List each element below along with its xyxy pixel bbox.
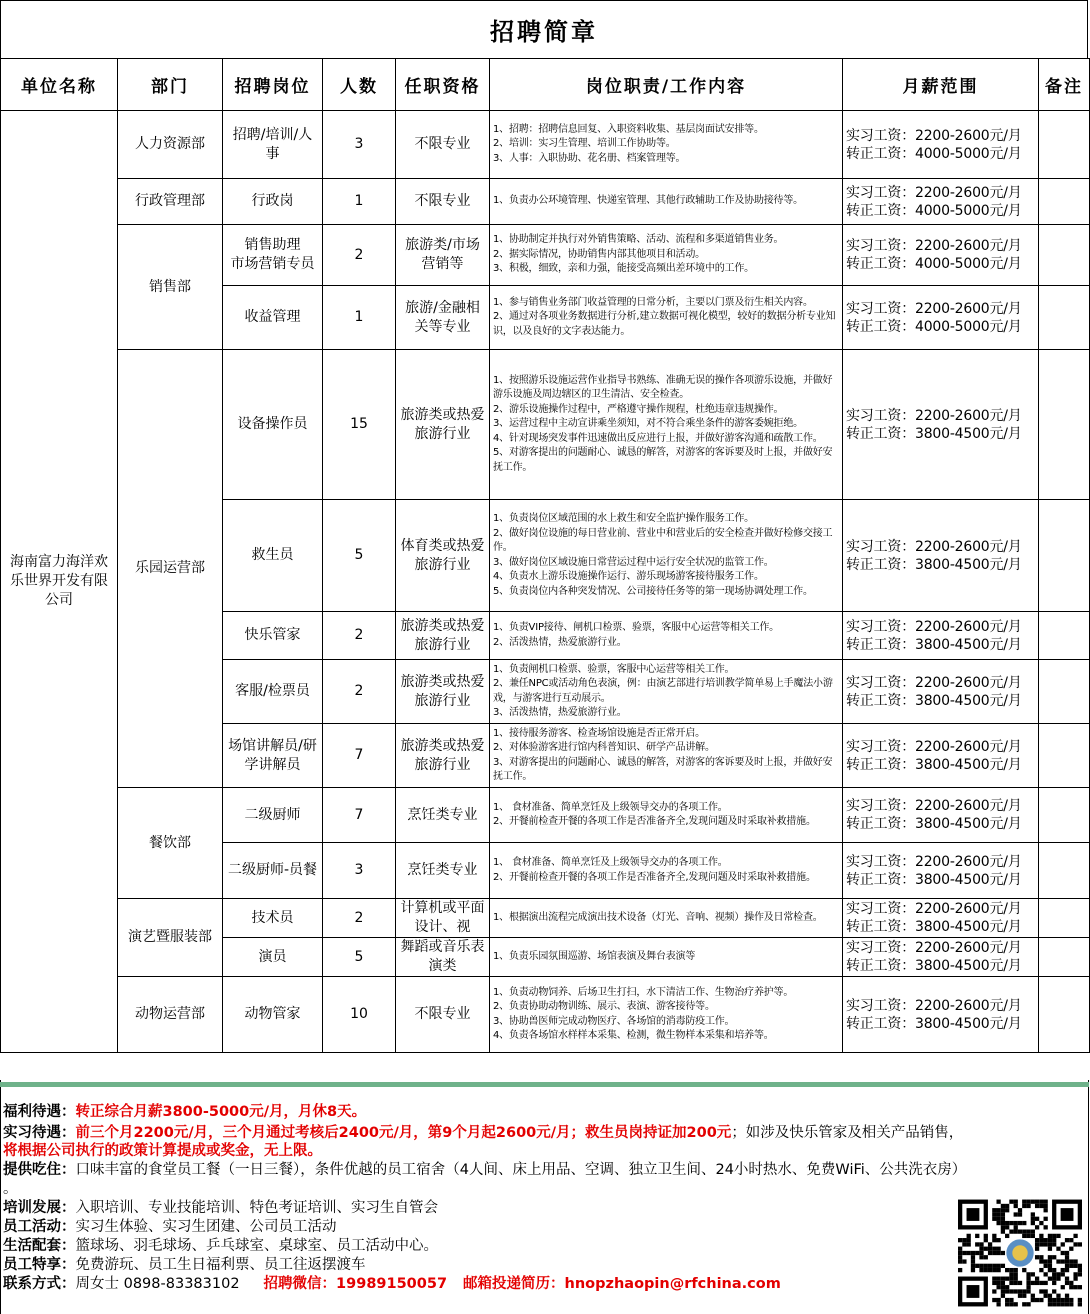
- salary-cell: [843, 500, 1039, 612]
- department-name: 人力资源部: [118, 111, 223, 179]
- salary-cell: [843, 179, 1039, 225]
- salary-cell: [843, 899, 1039, 938]
- position-name: 行政岗: [223, 179, 323, 225]
- duty-item: 1、按照游乐设施运营作业指导书熟练、准确无误的操作各项游乐设施，并做好游乐设施及周边辖区的卫生清洁、安全检查。: [493, 374, 833, 401]
- email-link[interactable]: 邮箱投递简历：hnopzhaopin@rfchina.com: [463, 1276, 781, 1292]
- regular-salary-label: 转正工资：: [846, 145, 915, 162]
- activity-text: 实习生体验、实习生团建、公司员工活动: [75, 1219, 337, 1235]
- duty-item: 3、做好岗位区域设施日常营运过程中运行安全状况的监管工作。: [493, 556, 774, 568]
- regular-salary-label: 转正工资：: [846, 816, 915, 832]
- intern-salary-value: 2200-2600元/月: [915, 300, 1022, 317]
- remarks-cell: [1039, 111, 1090, 179]
- header-company: 单位名称: [1, 59, 118, 111]
- headcount: 3: [323, 111, 396, 179]
- duty-item: 2、开餐前检查开餐的各项工作是否准备齐全,发现问题及时采取补救措施。: [493, 871, 816, 883]
- position-name: 设备操作员: [223, 350, 323, 500]
- intern-salary-label: 实习工资：: [846, 738, 915, 755]
- duty-item: 1、根据演出流程完成演出技术设备（灯光、音响、视频）操作及日常检查。: [493, 911, 823, 923]
- intern-salary: [846, 853, 1035, 871]
- duties-cell: [490, 179, 843, 225]
- qualification: 旅游类或热爱旅游行业: [396, 612, 490, 660]
- regular-salary-value: 3800-4500元/月: [915, 692, 1022, 709]
- intern-salary: [846, 738, 1035, 756]
- regular-salary: [846, 1015, 1035, 1033]
- qualification: 不限专业: [396, 111, 490, 179]
- intern-salary: [846, 184, 1035, 202]
- duty-item: 1、接待服务游客、检查场馆设施是否正常开启。: [493, 727, 705, 739]
- regular-salary-label: 转正工资：: [846, 756, 915, 773]
- welfare-label: 福利待遇：: [3, 1103, 76, 1120]
- regular-salary-value: 4000-5000元/月: [915, 318, 1022, 335]
- intern-salary-label: 实习工资：: [846, 798, 915, 814]
- intern-salary-value: 2200-2600元/月: [915, 538, 1022, 555]
- qualification: 烹饪类专业: [396, 843, 490, 899]
- welfare-text: 转正综合月薪3800-5000元/月，月休8天。: [75, 1104, 367, 1120]
- duties-cell: [490, 724, 843, 788]
- intern-salary-value: 2200-2600元/月: [915, 674, 1022, 691]
- salary-cell: [843, 111, 1039, 179]
- headcount: 3: [323, 843, 396, 899]
- intern-text: ；如涉及快乐管家及相关产品销售，: [731, 1125, 964, 1141]
- headcount: 1: [323, 179, 396, 225]
- food-tail: 。: [3, 1181, 18, 1197]
- duty-item: 3、人事：入职协助、花名册、档案管理等。: [493, 152, 686, 164]
- qualification: 不限专业: [396, 977, 490, 1053]
- qualification: 计算机或平面设计、视: [396, 899, 490, 938]
- table-row: [1, 350, 1090, 500]
- intern-text-red-2: 将根据公司执行的政策计算提成或奖金，无上限。: [3, 1143, 322, 1159]
- duty-item: 5、负责岗位内各种突发情况、公司接待任务等的第一现场协调处理工作。: [493, 585, 813, 597]
- regular-salary: [846, 255, 1035, 273]
- regular-salary-value: 3800-4500元/月: [915, 871, 1022, 888]
- header-row: [1, 59, 1090, 111]
- regular-salary-label: 转正工资：: [846, 871, 915, 888]
- duty-item: 3、对游客提出的问题耐心、诚恳的解答，对游客的客诉要及时上报，并做好安抚工作。: [493, 756, 833, 782]
- salary-cell: [843, 660, 1039, 724]
- regular-salary-label: 转正工资：: [846, 958, 915, 974]
- intern-salary: [846, 407, 1035, 425]
- position-name: 销售助理 市场营销专员: [223, 225, 323, 286]
- regular-salary-label: 转正工资：: [846, 1015, 915, 1032]
- intern-salary: [846, 618, 1035, 636]
- position-name: 演员: [223, 938, 323, 977]
- intern-salary: [846, 797, 1035, 815]
- regular-salary: [846, 636, 1035, 654]
- position-name: 快乐管家: [223, 612, 323, 660]
- intern-salary-value: 2200-2600元/月: [915, 738, 1022, 755]
- job-table-body: [1, 111, 1090, 1053]
- intern-salary-value: 2200-2600元/月: [915, 997, 1022, 1014]
- regular-salary: [846, 918, 1035, 936]
- intern-line: [3, 1124, 963, 1142]
- intern-salary: [846, 300, 1035, 318]
- regular-salary-value: 4000-5000元/月: [915, 256, 1022, 272]
- intern-salary: [846, 538, 1035, 556]
- food-line: [3, 1161, 966, 1179]
- intern-salary-value: 2200-2600元/月: [915, 853, 1022, 870]
- salary-cell: [843, 225, 1039, 286]
- duty-item: 2、对体验游客进行馆内科普知识、研学产品讲解。: [493, 742, 715, 753]
- regular-salary-value: 3800-4500元/月: [915, 919, 1022, 935]
- duty-item: 1、负责闸机口检票、验票，客服中心运营等相关工作。: [493, 663, 735, 675]
- duty-item: 4、针对现场突发事件迅速做出反应进行上报，并做好游客沟通和疏散工作。: [493, 432, 823, 444]
- regular-salary-value: 4000-5000元/月: [915, 145, 1022, 162]
- regular-salary-label: 转正工资：: [846, 636, 915, 653]
- header-salary: 月薪范围: [843, 59, 1039, 111]
- training-line: [3, 1199, 438, 1217]
- duties-cell: [490, 111, 843, 179]
- regular-salary-value: 3800-4500元/月: [915, 756, 1022, 773]
- headcount: 10: [323, 977, 396, 1053]
- company-name: 海南富力海洋欢乐世界开发有限公司: [1, 111, 118, 1053]
- duties-cell: [490, 350, 843, 500]
- regular-salary: [846, 556, 1035, 574]
- food-line-tail: [3, 1180, 18, 1198]
- activity-label: 员工活动：: [3, 1218, 76, 1235]
- intern-salary-label: 实习工资：: [846, 538, 915, 555]
- duties-cell: [490, 500, 843, 612]
- remarks-cell: [1039, 660, 1090, 724]
- regular-salary: [846, 957, 1035, 975]
- salary-cell: [843, 977, 1039, 1053]
- qr-code-icon[interactable]: [958, 1199, 1082, 1307]
- headcount: 5: [323, 938, 396, 977]
- duties-cell: [490, 612, 843, 660]
- duty-item: 2、培训：实习生管理、培训工作协助等。: [493, 138, 676, 150]
- department-name: 销售部: [118, 225, 223, 350]
- perks-line: [3, 1256, 366, 1274]
- intern-line-2: [3, 1142, 322, 1160]
- duty-item: 4、负责各场馆水样样本采集、检测，微生物样本采集和培养等。: [493, 1030, 774, 1041]
- section-divider: [0, 1082, 1089, 1087]
- regular-salary-label: 转正工资：: [846, 919, 915, 935]
- department-name: 餐饮部: [118, 788, 223, 899]
- position-name: 招聘/培训/人事: [223, 111, 323, 179]
- regular-salary: [846, 871, 1035, 889]
- intern-salary: [846, 939, 1035, 957]
- duty-item: 1、协助制定并执行对外销售策略、活动、流程和多渠道销售业务。: [493, 234, 784, 246]
- intern-salary-label: 实习工资：: [846, 940, 915, 956]
- intern-salary-label: 实习工资：: [846, 407, 915, 424]
- intern-salary-label: 实习工资：: [846, 300, 915, 317]
- department-name: 动物运营部: [118, 977, 223, 1053]
- intern-salary-label: 实习工资：: [846, 674, 915, 691]
- duties-cell: [490, 977, 843, 1053]
- regular-salary: [846, 692, 1035, 710]
- duties-cell: [490, 788, 843, 843]
- duties-cell: [490, 938, 843, 977]
- regular-salary-label: 转正工资：: [846, 318, 915, 335]
- position-name: 技术员: [223, 899, 323, 938]
- duty-item: 5、对游客提出的问题耐心、诚恳的解答，对游客的客诉要及时上报，并做好安抚工作。: [493, 447, 833, 473]
- duty-item: 3、协助兽医师完成动物医疗、各场馆的消毒防疫工作。: [493, 1015, 735, 1027]
- duty-item: 1、参与销售业务部门收益管理的日常分析，主要以门票及衍生相关内容。: [493, 296, 813, 308]
- life-line: [3, 1237, 438, 1255]
- job-table: [0, 58, 1090, 1053]
- perks-label: 员工特享：: [3, 1256, 76, 1273]
- duty-item: 2、据实际情况，协助销售内部其他项目和活动。: [493, 248, 705, 260]
- intern-salary-label: 实习工资：: [846, 618, 915, 635]
- department-name: 演艺暨服装部: [118, 899, 223, 977]
- remarks-cell: [1039, 724, 1090, 788]
- intern-salary-value: 2200-2600元/月: [915, 407, 1022, 424]
- duties-cell: [490, 286, 843, 350]
- headcount: 1: [323, 286, 396, 350]
- remarks-cell: [1039, 500, 1090, 612]
- position-name: 客服/检票员: [223, 660, 323, 724]
- table-row: [1, 899, 1090, 938]
- regular-salary-label: 转正工资：: [846, 202, 915, 219]
- salary-cell: [843, 286, 1039, 350]
- headcount: 7: [323, 724, 396, 788]
- table-row: [1, 788, 1090, 843]
- food-label: 提供吃住：: [3, 1161, 76, 1178]
- intern-salary-value: 2200-2600元/月: [915, 940, 1022, 956]
- remarks-cell: [1039, 899, 1090, 938]
- intern-salary-value: 2200-2600元/月: [915, 901, 1022, 917]
- intern-salary-value: 2200-2600元/月: [915, 798, 1022, 814]
- qualification: 体育类或热爱旅游行业: [396, 500, 490, 612]
- header-position: 招聘岗位: [223, 59, 323, 111]
- duty-item: 1、负责动物饲养、后场卫生打扫，水下清洁工作、生物治疗养护等。: [493, 986, 794, 998]
- headcount: 15: [323, 350, 396, 500]
- department-name: 乐园运营部: [118, 350, 223, 788]
- regular-salary-label: 转正工资：: [846, 556, 915, 573]
- page-title: 招聘简章: [0, 0, 1088, 58]
- headcount: 2: [323, 899, 396, 938]
- perks-text: 免费游玩、员工生日福利票、员工往返摆渡车: [75, 1257, 366, 1273]
- duties-cell: [490, 899, 843, 938]
- duty-item: 1、负责VIP接待、闸机口检票、验票，客服中心运营等相关工作。: [493, 622, 779, 633]
- welfare-line: [3, 1103, 366, 1121]
- duty-item: 1、负责乐园氛围巡游、场馆表演及舞台表演等: [493, 950, 696, 962]
- food-text: 口味丰富的食堂员工餐（一日三餐），条件优越的员工宿舍（4人间、床上用品、空调、独立卫生间、24小时热水、免费WiFi、公共洗衣房）: [75, 1162, 967, 1178]
- duties-cell: [490, 660, 843, 724]
- duty-item: 1、负责岗位区域范围的水上救生和安全监护操作服务工作。: [493, 513, 754, 524]
- duty-item: 1、负责办公环境管理、快递室管理、其他行政辅助工作及协助接待等。: [493, 195, 803, 207]
- regular-salary: [846, 756, 1035, 774]
- header-count: 人数: [323, 59, 396, 111]
- duty-item: 2、活泼热情，热爱旅游行业。: [493, 636, 627, 648]
- remarks-cell: [1039, 286, 1090, 350]
- duty-item: 2、通过对各项业务数据进行分析,建立数据可视化模型，较好的数据分析专业知识，以及良好的文字表达能力。: [493, 311, 836, 337]
- position-name: 动物管家: [223, 977, 323, 1053]
- header-remarks: 备注: [1039, 59, 1090, 111]
- qualification: 旅游类/市场营销等: [396, 225, 490, 286]
- regular-salary-value: 3800-4500元/月: [915, 425, 1022, 442]
- position-name: 场馆讲解员/研学讲解员: [223, 724, 323, 788]
- header-qualification: 任职资格: [396, 59, 490, 111]
- intern-salary-value: 2200-2600元/月: [915, 618, 1022, 635]
- remarks-cell: [1039, 843, 1090, 899]
- remarks-cell: [1039, 179, 1090, 225]
- qualification: 旅游类或热爱旅游行业: [396, 350, 490, 500]
- training-label: 培训发展：: [3, 1199, 76, 1216]
- duty-item: 3、运营过程中主动宣讲乘坐须知，对不符合乘坐条件的游客委婉拒绝。: [493, 418, 803, 430]
- regular-salary-value: 3800-4500元/月: [915, 816, 1022, 832]
- qualification: 烹饪类专业: [396, 788, 490, 843]
- salary-cell: [843, 612, 1039, 660]
- wechat-text: 招聘微信：19989150057: [263, 1276, 448, 1292]
- intern-salary-label: 实习工资：: [846, 127, 915, 144]
- duty-item: 1、 食材准备、简单烹饪及上级领导交办的各项工作。: [493, 801, 728, 813]
- intern-salary: [846, 997, 1035, 1015]
- salary-cell: [843, 788, 1039, 843]
- remarks-cell: [1039, 225, 1090, 286]
- duty-item: 2、兼任NPC或活动角色表演，例：由演艺部进行培训教学简单易上手魔法小游戏，与游客进行互动展示。: [493, 678, 833, 704]
- qualification: 旅游类或热爱旅游行业: [396, 660, 490, 724]
- remarks-cell: [1039, 977, 1090, 1053]
- duty-item: 2、游乐设施操作过程中，严格遵守操作规程，杜绝违章违规操作。: [493, 403, 784, 415]
- regular-salary: [846, 202, 1035, 220]
- intern-salary: [846, 237, 1035, 255]
- regular-salary-label: 转正工资：: [846, 256, 915, 272]
- remarks-cell: [1039, 350, 1090, 500]
- contact-label: 联系方式：: [3, 1275, 76, 1292]
- intern-salary-label: 实习工资：: [846, 238, 915, 254]
- duty-item: 2、做好岗位设施的每日营业前、营业中和营业后的安全检查并做好检修交接工作。: [493, 527, 833, 553]
- duties-cell: [490, 843, 843, 899]
- regular-salary: [846, 318, 1035, 336]
- header-duties: 岗位职责/工作内容: [490, 59, 843, 111]
- headcount: 7: [323, 788, 396, 843]
- intern-label: 实习待遇：: [3, 1124, 76, 1141]
- salary-cell: [843, 724, 1039, 788]
- intern-salary-label: 实习工资：: [846, 184, 915, 201]
- regular-salary-label: 转正工资：: [846, 692, 915, 709]
- position-name: 救生员: [223, 500, 323, 612]
- table-row: [1, 179, 1090, 225]
- duty-item: 1、 食材准备、简单烹饪及上级领导交办的各项工作。: [493, 857, 728, 868]
- duty-item: 3、积极，细致，亲和力强，能接受高频出差环境中的工作。: [493, 263, 754, 275]
- duty-item: 4、负责水上游乐设施操作运行、游乐现场游客接待服务工作。: [493, 571, 764, 582]
- intern-salary-label: 实习工资：: [846, 997, 915, 1014]
- duty-item: 1、招聘：招聘信息回复、入职资料收集、基层岗面试安排等。: [493, 123, 764, 135]
- intern-salary: [846, 900, 1035, 918]
- duty-item: 2、负责协助动物训练、展示、表演、游客接待等。: [493, 1001, 715, 1012]
- regular-salary-value: 3800-4500元/月: [915, 556, 1022, 573]
- regular-salary: [846, 425, 1035, 443]
- life-label: 生活配套：: [3, 1237, 76, 1254]
- position-name: 二级厨师: [223, 788, 323, 843]
- header-department: 部门: [118, 59, 223, 111]
- duty-item: 2、开餐前检查开餐的各项工作是否准备齐全,发现问题及时采取补救措施。: [493, 816, 816, 827]
- life-text: 篮球场、羽毛球场、乒乓球室、桌球室、员工活动中心。: [75, 1238, 438, 1254]
- position-name: 收益管理: [223, 286, 323, 350]
- activity-line: [3, 1218, 337, 1236]
- salary-cell: [843, 938, 1039, 977]
- regular-salary-label: 转正工资：: [846, 425, 915, 442]
- qualification: 舞蹈或音乐表演类: [396, 938, 490, 977]
- contact-text: 周女士 0898-83383102: [75, 1276, 240, 1292]
- headcount: 5: [323, 500, 396, 612]
- intern-salary-value: 2200-2600元/月: [915, 184, 1022, 201]
- regular-salary-value: 3800-4500元/月: [915, 636, 1022, 653]
- remarks-cell: [1039, 788, 1090, 843]
- qualification: 不限专业: [396, 179, 490, 225]
- duty-item: 3、活泼热情，热爱旅游行业。: [493, 707, 627, 718]
- regular-salary-value: 3800-4500元/月: [915, 1015, 1022, 1032]
- intern-salary-label: 实习工资：: [846, 853, 915, 870]
- duties-cell: [490, 225, 843, 286]
- position-name: 二级厨师-员餐: [223, 843, 323, 899]
- qualification: 旅游/金融相关等专业: [396, 286, 490, 350]
- intern-salary: [846, 127, 1035, 145]
- regular-salary: [846, 145, 1035, 163]
- intern-text-red: 前三个月2200元/月，三个月通过考核后2400元/月，第9个月起2600元/月；救生员岗持证加200元: [75, 1125, 732, 1141]
- contact-line: [3, 1275, 781, 1293]
- regular-salary: [846, 815, 1035, 833]
- remarks-cell: [1039, 938, 1090, 977]
- salary-cell: [843, 843, 1039, 899]
- intern-salary-value: 2200-2600元/月: [915, 127, 1022, 144]
- intern-salary: [846, 674, 1035, 692]
- headcount: 2: [323, 612, 396, 660]
- remarks-cell: [1039, 612, 1090, 660]
- regular-salary-value: 4000-5000元/月: [915, 202, 1022, 219]
- headcount: 2: [323, 225, 396, 286]
- intern-salary-label: 实习工资：: [846, 901, 915, 917]
- intern-salary-value: 2200-2600元/月: [915, 238, 1022, 254]
- training-text: 入职培训、专业技能培训、特色考证培训、实习生自管会: [75, 1200, 438, 1216]
- salary-cell: [843, 350, 1039, 500]
- table-row: [1, 977, 1090, 1053]
- qualification: 旅游类或热爱旅游行业: [396, 724, 490, 788]
- regular-salary-value: 3800-4500元/月: [915, 958, 1022, 974]
- headcount: 2: [323, 660, 396, 724]
- department-name: 行政管理部: [118, 179, 223, 225]
- table-row: [1, 111, 1090, 179]
- table-row: [1, 225, 1090, 286]
